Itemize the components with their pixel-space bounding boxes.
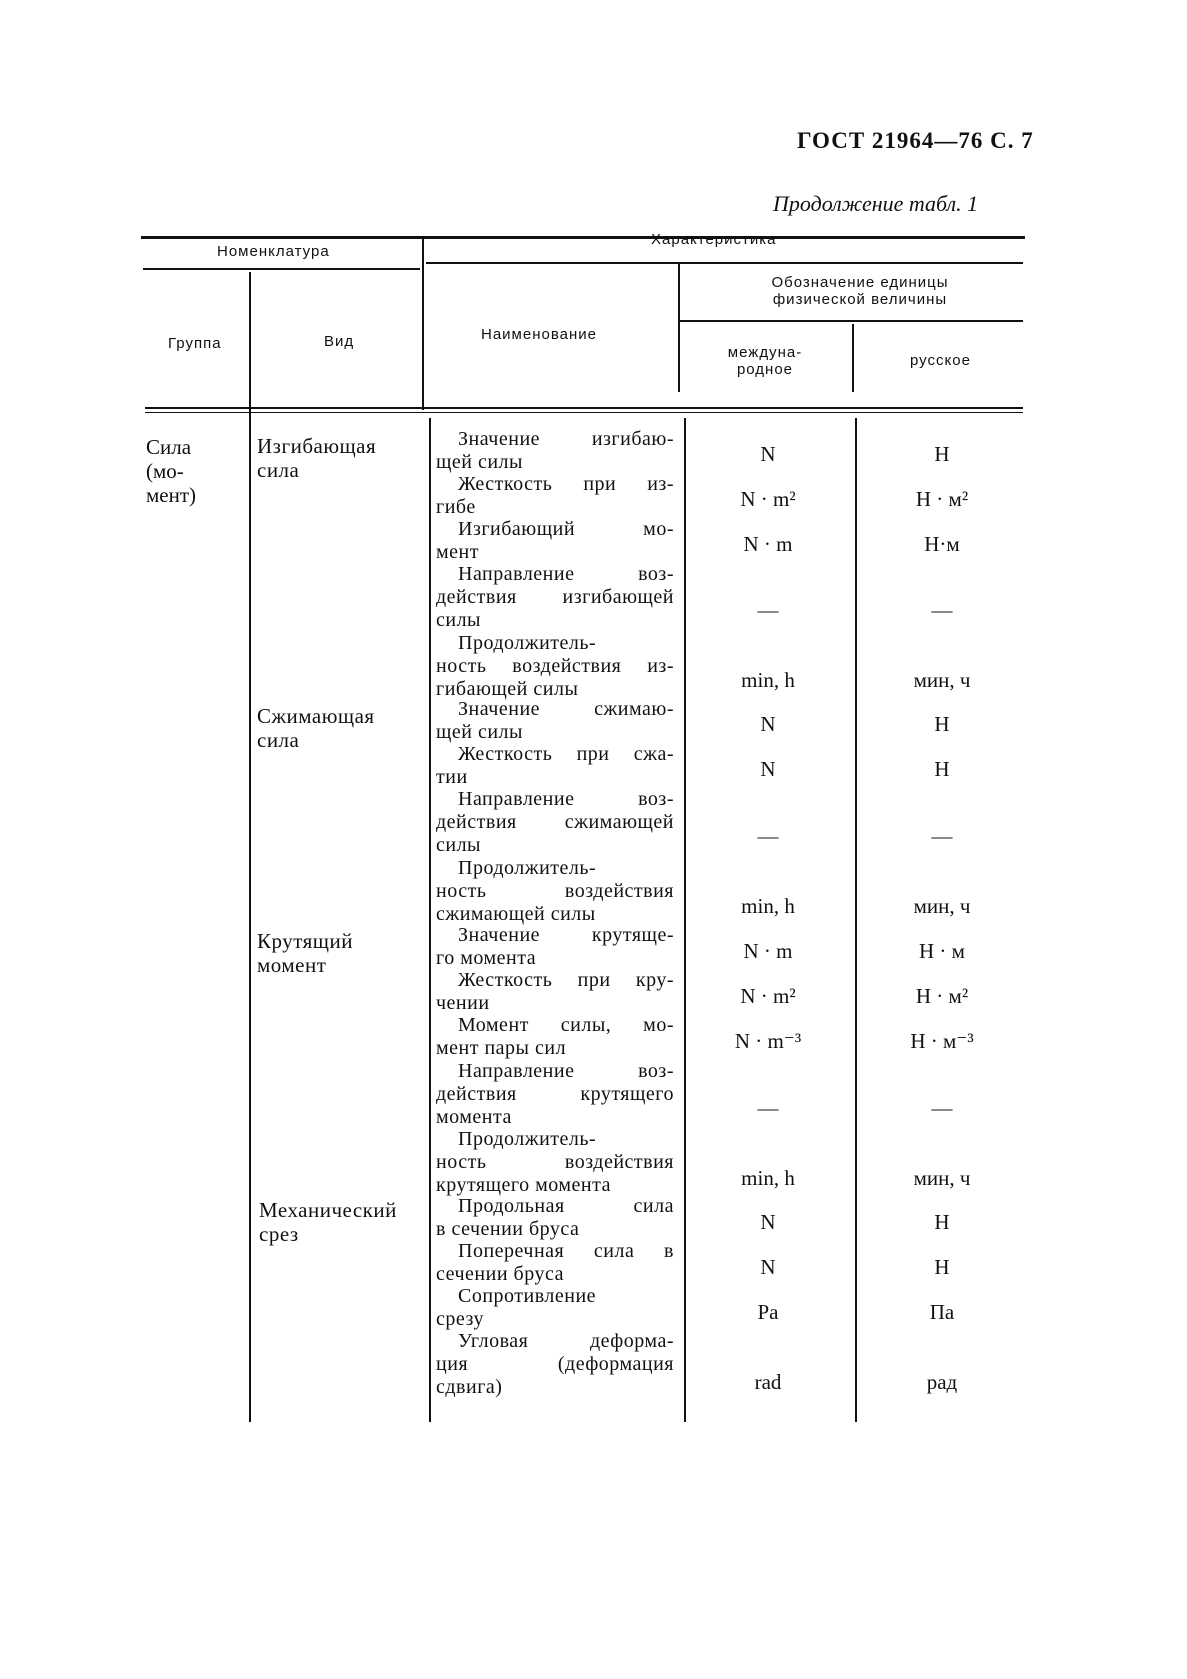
header-characteristic: Характеристика bbox=[651, 231, 777, 248]
unit-russian: рад bbox=[926, 1370, 958, 1394]
header-unit-designation bbox=[700, 274, 1020, 308]
quantity-name-line: ность воздействия из- bbox=[436, 655, 674, 677]
unit-russian: Н bbox=[934, 442, 950, 466]
quantity-name-line: силы bbox=[436, 609, 481, 631]
quantity-name-line: сдвига) bbox=[436, 1376, 503, 1398]
unit-international: N bbox=[760, 757, 776, 781]
unit-international: N · m² bbox=[740, 984, 796, 1008]
quantity-name-line: го момента bbox=[436, 947, 537, 969]
column-divider bbox=[852, 324, 854, 392]
group-line: (мо- bbox=[146, 459, 184, 483]
unit-international: — bbox=[757, 1096, 779, 1120]
unit-russian: Н·м bbox=[924, 532, 960, 556]
quantity-name-line: сжимающей силы bbox=[436, 903, 596, 925]
quantity-name-line: тии bbox=[436, 766, 468, 788]
column-divider bbox=[855, 418, 857, 1422]
quantity-name-line: Продолжитель- bbox=[458, 857, 597, 879]
unit-international: Pa bbox=[757, 1300, 779, 1324]
unit-international: N bbox=[760, 712, 776, 736]
unit-russian: Н · м² bbox=[915, 984, 969, 1008]
unit-russian: Н · м² bbox=[915, 487, 969, 511]
header-name: Наименование bbox=[481, 326, 597, 343]
unit-international: N bbox=[760, 1210, 776, 1234]
unit-international: min, h bbox=[741, 894, 795, 918]
quantity-name-line: Жесткость при сжа- bbox=[458, 743, 674, 765]
unit-international: N · m bbox=[743, 939, 793, 963]
unit-russian: мин, ч bbox=[913, 894, 971, 918]
column-divider bbox=[678, 264, 680, 392]
quantity-name-line: Изгибающий мо- bbox=[458, 518, 674, 540]
kind-cell bbox=[259, 1198, 397, 1246]
header-russian: русское bbox=[910, 352, 971, 369]
rule bbox=[426, 262, 1023, 264]
quantity-name-line: щей силы bbox=[436, 451, 523, 473]
unit-international: min, h bbox=[741, 1166, 795, 1190]
table-continuation-label: Продолжение табл. 1 bbox=[773, 191, 979, 216]
quantity-name-line: Продольная сила bbox=[458, 1195, 674, 1217]
header-text: родное bbox=[736, 361, 794, 378]
quantity-name-line: крутящего момента bbox=[436, 1174, 611, 1196]
group-cell bbox=[146, 435, 196, 507]
header-bottom-rule bbox=[145, 407, 1023, 409]
quantity-name-line: Значение изгибаю- bbox=[458, 428, 674, 450]
quantity-name-line: гибе bbox=[436, 496, 476, 518]
unit-russian: мин, ч bbox=[913, 668, 971, 692]
quantity-name-line: мент пары сил bbox=[436, 1037, 567, 1059]
kind-line: Сжимающая bbox=[257, 704, 375, 728]
quantity-name-line: Жесткость при из- bbox=[458, 473, 674, 495]
quantity-name-line: ность воздействия bbox=[436, 1151, 674, 1173]
column-divider bbox=[249, 272, 251, 1422]
header-nomenclature: Номенклатура bbox=[217, 243, 330, 260]
unit-russian: мин, ч bbox=[913, 1166, 971, 1190]
header-text: физической величины bbox=[772, 291, 948, 308]
unit-russian: Н bbox=[934, 1255, 950, 1279]
quantity-name-line: ция (деформация bbox=[436, 1353, 674, 1375]
table-top-rule bbox=[141, 236, 1025, 239]
kind-line: Изгибающая bbox=[257, 434, 377, 458]
kind-line: сила bbox=[257, 728, 300, 752]
unit-russian: — bbox=[931, 598, 953, 622]
kind-line: срез bbox=[259, 1222, 299, 1246]
unit-russian: Н bbox=[934, 757, 950, 781]
kind-line: Крутящий bbox=[257, 929, 353, 953]
unit-international: N · m bbox=[743, 532, 793, 556]
unit-international: rad bbox=[754, 1370, 782, 1394]
quantity-name-line: Продолжитель- bbox=[458, 632, 597, 654]
quantity-name-line: Поперечная сила в bbox=[458, 1240, 674, 1262]
header-text: междуна- bbox=[727, 344, 803, 361]
quantity-name-line: Значение крутяще- bbox=[458, 924, 674, 946]
header-group: Группа bbox=[168, 335, 222, 352]
unit-russian: Н · м⁻³ bbox=[910, 1029, 974, 1053]
quantity-name-line: Жесткость при кру- bbox=[458, 969, 674, 991]
header-international bbox=[700, 344, 830, 378]
quantity-name-line: Момент силы, мо- bbox=[458, 1014, 674, 1036]
quantity-name-line: чении bbox=[436, 992, 490, 1014]
quantity-name-line: сечении бруса bbox=[436, 1263, 564, 1285]
quantity-name-line: Сопротивление bbox=[458, 1285, 597, 1307]
rule bbox=[143, 268, 420, 270]
header-bottom-rule bbox=[145, 412, 1023, 413]
quantity-name-line: щей силы bbox=[436, 721, 523, 743]
quantity-name-line: гибающей силы bbox=[436, 678, 579, 700]
quantity-name-line: действия сжимающей bbox=[436, 811, 674, 833]
group-line: мент) bbox=[146, 483, 197, 507]
unit-russian: Н bbox=[934, 712, 950, 736]
quantity-name-line: действия изгибающей bbox=[436, 586, 674, 608]
unit-russian: — bbox=[931, 1096, 953, 1120]
unit-russian: Па bbox=[929, 1300, 955, 1324]
unit-russian: Н bbox=[934, 1210, 950, 1234]
column-divider bbox=[422, 238, 424, 410]
unit-international: N bbox=[760, 1255, 776, 1279]
quantity-name-line: Направление воз- bbox=[458, 1060, 674, 1082]
unit-international: N · m⁻³ bbox=[734, 1029, 802, 1053]
unit-international: — bbox=[757, 598, 779, 622]
quantity-name-line: действия крутящего bbox=[436, 1083, 674, 1105]
rule bbox=[680, 320, 1023, 322]
kind-cell bbox=[257, 929, 353, 977]
unit-international: min, h bbox=[741, 668, 795, 692]
kind-line: сила bbox=[257, 458, 300, 482]
kind-cell bbox=[257, 704, 375, 752]
group-line: Сила bbox=[146, 435, 192, 459]
unit-international: N bbox=[760, 442, 776, 466]
quantity-name-line: Направление воз- bbox=[458, 563, 674, 585]
quantity-name-line: силы bbox=[436, 834, 481, 856]
quantity-name-line: ность воздействия bbox=[436, 880, 674, 902]
quantity-name-line: в сечении бруса bbox=[436, 1218, 580, 1240]
header-kind: Вид bbox=[324, 333, 355, 350]
unit-international: — bbox=[757, 824, 779, 848]
column-divider bbox=[684, 418, 686, 1422]
kind-line: момент bbox=[257, 953, 327, 977]
quantity-name-line: Угловая деформа- bbox=[458, 1330, 674, 1352]
quantity-name-line: Направление воз- bbox=[458, 788, 674, 810]
unit-russian: Н · м bbox=[919, 939, 965, 963]
quantity-name-line: Значение сжимаю- bbox=[458, 698, 674, 720]
column-divider bbox=[429, 418, 431, 1422]
document-id: ГОСТ 21964—76 С. 7 bbox=[797, 128, 1034, 153]
unit-international: N · m² bbox=[740, 487, 796, 511]
quantity-name-line: мент bbox=[436, 541, 479, 563]
quantity-name-line: Продолжитель- bbox=[458, 1128, 597, 1150]
unit-russian: — bbox=[931, 824, 953, 848]
quantity-name-line: момента bbox=[436, 1106, 512, 1128]
header-text: Обозначение единицы bbox=[771, 274, 949, 291]
quantity-name-line: срезу bbox=[436, 1308, 484, 1330]
kind-cell bbox=[257, 434, 376, 482]
kind-line: Механический bbox=[259, 1198, 397, 1222]
